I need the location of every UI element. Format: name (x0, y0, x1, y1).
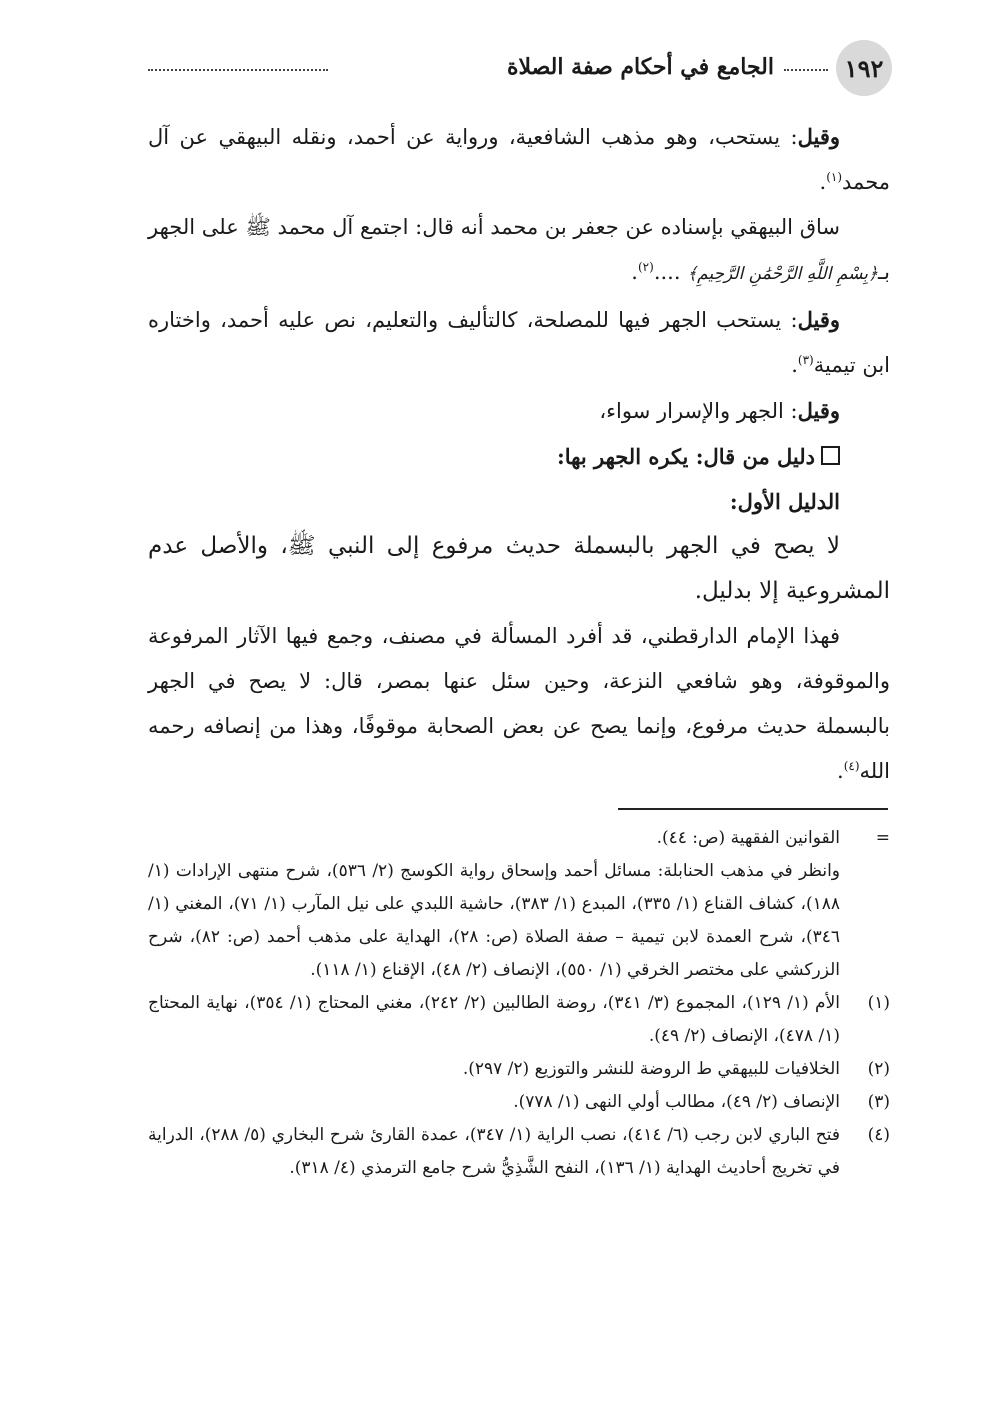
footnote-marker (840, 855, 890, 987)
section-heading (148, 434, 890, 479)
header-dotted-rule-left (148, 69, 328, 71)
running-title: الجامع في أحكام صفة الصلاة (506, 54, 774, 80)
footnote-2 (148, 1053, 890, 1086)
footnote-ref-1[interactable]: (١) (826, 170, 843, 184)
footnote-number: (٣) (867, 1092, 890, 1112)
paragraph-2 (148, 205, 890, 297)
footnote-text: الأم (١/ ١٢٩)، المجموع (٣/ ٣٤١)، روضة الطالبين (٢/ ٢٤٢)، مغني المحتاج (١/ ٣٥٤)، نهاية المحتاج (١/ ٤٧٨)، الإنصاف (٢/ ٤٩). (148, 993, 841, 1046)
page-header (148, 40, 892, 96)
paragraph-4 (148, 388, 890, 434)
para-end: . (791, 353, 798, 377)
footnote-text: فتح الباري لابن رجب (٦/ ٤١٤)، نصب الراية (١/ ٣٤٧)، عمدة القارئ شرح البخاري (٥/ ٢٨٨)، الدراية في تخريج أحاديث الهداية (١/ ١٣٦)، النفح الشَّذِيُّ شرح جامع الترمذي (٤/ ٣١٨). (148, 1125, 840, 1178)
paragraph-5: لا يصح في الجهر بالبسملة حديث مرفوع إلى النبي ﷺ، والأصل عدم المشروعية إلا بدليل. (148, 533, 890, 604)
footnote-text: القوانين الفقهية (ص: ٤٤). (656, 828, 840, 848)
para-label: وقيل (797, 307, 840, 332)
para-text: : يستحب، وهو مذهب الشافعية، ورواية عن أحمد، ونقله البيهقي عن آل محمد (148, 125, 890, 194)
para-text: : الجهر والإسرار سواء، (599, 399, 798, 423)
paragraph-6 (148, 614, 890, 794)
para-end: . (631, 260, 638, 284)
para-end: . (819, 170, 827, 194)
paragraph-1 (148, 114, 890, 205)
footnote-1 (148, 987, 890, 1053)
footnote-ref-3[interactable]: (٣) (797, 353, 814, 367)
footnote-text: الإنصاف (٢/ ٤٩)، مطالب أولي النهى (١/ ٧٧٨). (513, 1092, 840, 1112)
para-end: . (837, 759, 844, 783)
footnote-number: (٤) (867, 1125, 890, 1145)
footnote-marker: = (875, 828, 890, 848)
body-text (148, 114, 890, 794)
para-text: ساق البيهقي بإسناده عن جعفر بن محمد أنه قال: اجتمع آل محمد ﷺ على الجهر بـ (148, 215, 890, 284)
footnote-ref-2[interactable]: (٢) (637, 260, 654, 274)
para-text: : يستحب الجهر فيها للمصلحة، كالتأليف والتعليم، نص عليه أحمد، واختاره ابن تيمية (148, 308, 890, 377)
footnote-3 (148, 1086, 890, 1119)
para-label: وقيل (797, 124, 840, 149)
footnote-number: (١) (867, 993, 890, 1013)
subsection-heading: الدليل الأول: (729, 489, 840, 514)
para-text: فهذا الإمام الدارقطني، قد أفرد المسألة في مصنف، وجمع فيها الآثار المرفوعة والموقوفة، وهو شافعي النزعة، وحين سئل عنها بمصر، قال: لا يصح في الجهر بالبسملة حديث مرفوع، وإنما يصح عن بعض الصحابة موقوفًا، وهذا من إنصافه رحمه الله (148, 624, 890, 783)
section-heading-text: دليل من قال: يكره الجهر بها: (557, 444, 815, 469)
footnote-text: وانظر في مذهب الحنابلة: مسائل أحمد وإسحاق رواية الكوسج (٢/ ٥٣٦)، شرح منتهى الإرادات (١/ ١٨٨)، كشاف القناع (١/ ٣٣٥)، المبدع (١/ ٣٨٣)، حاشية اللبدي على نيل المآرب (١/ ٧١)، المغني (١/ ٣٤٦)، شرح العمدة لابن تيمية – صفة الصلاة (ص: ٢٨)، الهداية على مذهب أحمد (ص: ٨٢)، شرح الزركشي على مختصر الخرقي (١/ ٥٥٠)، الإنصاف (٢/ ٤٨)، الإقناع (١/ ١١٨). (148, 861, 841, 980)
header-dotted-rule-right (784, 69, 828, 71)
footnote-continuation (148, 822, 890, 855)
para-text-cont: .... (653, 260, 688, 284)
footnote-4 (148, 1119, 890, 1185)
footnote-ref-4[interactable]: (٤) (843, 759, 860, 773)
page-number: ١٩٢ (836, 40, 892, 96)
footnote-number: (٢) (867, 1059, 890, 1079)
square-bullet-icon (821, 446, 840, 465)
footnote-continuation-2 (148, 855, 890, 987)
basmala: ﴿بِسْمِ اللَّهِ الرَّحْمَٰنِ الرَّحِيمِ﴾ (687, 264, 878, 284)
paragraph-3 (148, 297, 890, 388)
footnotes (148, 822, 890, 1185)
footnote-text: الخلافيات للبيهقي ط الروضة للنشر والتوزيع (٢/ ٢٩٧). (462, 1059, 840, 1079)
para-label: وقيل (797, 398, 840, 423)
footnote-separator (618, 808, 888, 810)
